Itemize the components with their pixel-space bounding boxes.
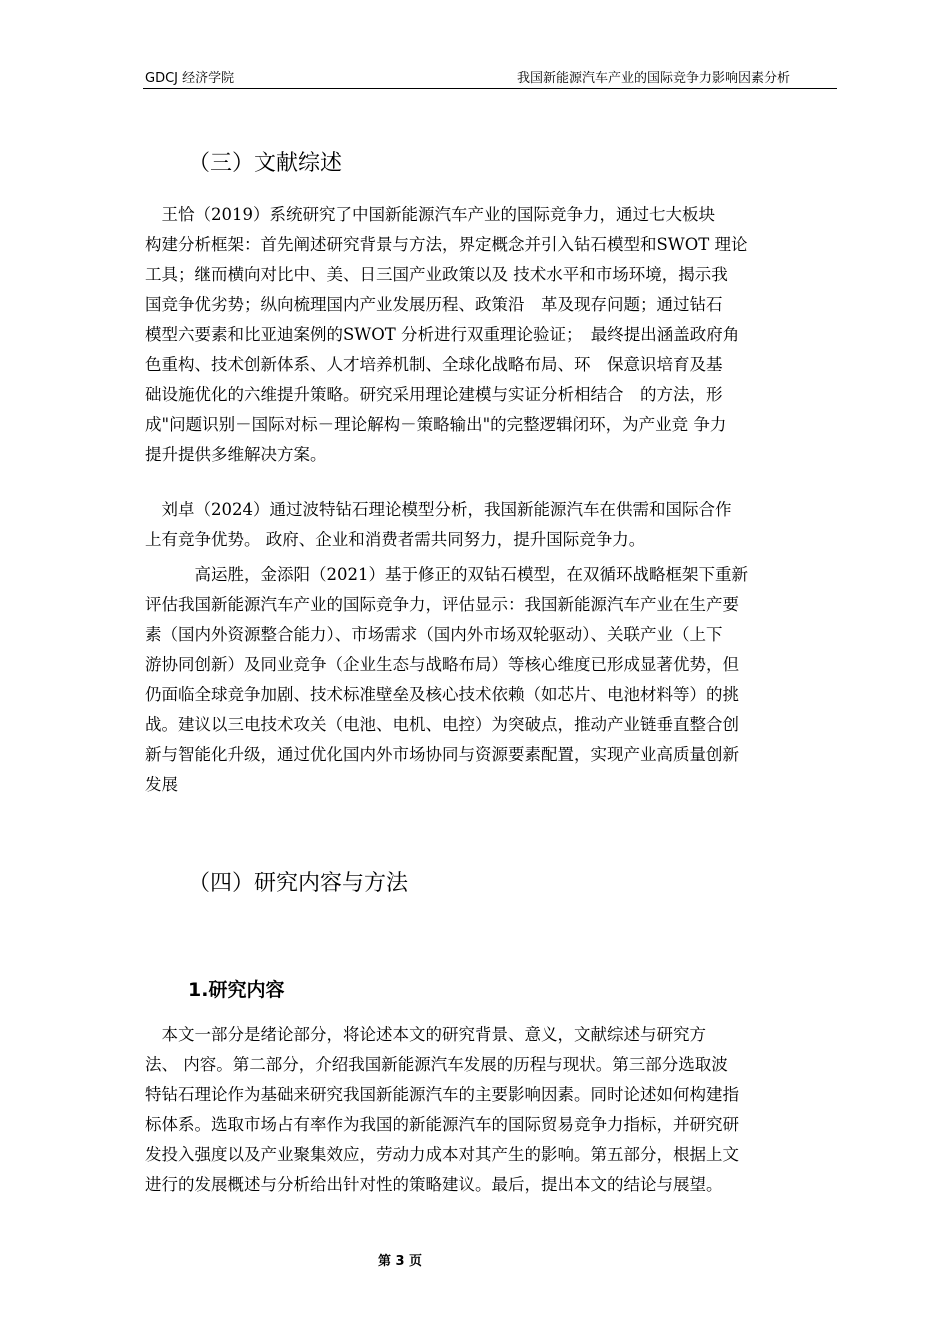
paragraph-line: 法、 内容。第二部分，介绍我国新能源汽车发展的历程与现状。第三部分选取波 [145,1055,728,1074]
paragraph-research-content [145,1020,830,1200]
paragraph-line: 发展 [145,775,178,794]
page-number: 第 3 页 [377,1254,423,1269]
paragraph-line: 成"问题识别－国际对标－理论解构－策略输出"的完整逻辑闭环，为产业竞 争力 [145,415,727,434]
paragraph-wang [145,200,830,470]
paragraph-line: 新与智能化升级，通过优化国内外市场协同与资源要素配置，实现产业高质量创新 [145,745,739,764]
header-title: 我国新能源汽车产业的国际竞争力影响因素分析 [516,71,790,86]
paragraph-line: 本文一部分是绪论部分，将论述本文的研究背景、意义，文献综述与研究方 [145,1025,706,1044]
paragraph-line: 进行的发展概述与分析给出针对性的策略建议。最后，提出本文的结论与展望。 [145,1175,723,1194]
subsection-heading-research-content: 1.研究内容 [188,979,285,1001]
paragraph-line: 构建分析框架：首先阐述研究背景与方法，界定概念并引入钻石模型和SWOT 理论 [145,235,748,254]
paragraph-line: 上有竞争优势。 政府、企业和消费者需共同努力，提升国际竞争力。 [145,530,646,549]
paragraph-line: 标体系。选取市场占有率作为我国的新能源汽车的国际贸易竞争力指标，并研究研 [145,1115,739,1134]
paragraph-line: 高运胜，金添阳（2021）基于修正的双钻石模型，在双循环战略框架下重新 [145,565,748,584]
paragraph-line: 提升提供多维解决方案。 [145,445,327,464]
paragraph-line: 仍面临全球竞争加剧、技术标准壁垒及核心技术依赖（如芯片、电池材料等）的挑 [145,685,739,704]
paragraph-line: 战。建议以三电技术攻关（电池、电机、电控）为突破点，推动产业链垂直整合创 [145,715,739,734]
paragraph-line: 发投入强度以及产业聚集效应，劳动力成本对其产生的影响。第五部分，根据上文 [145,1145,739,1164]
header-left-text: GDCJ 经济学院 [145,71,235,86]
paragraph-line: 特钻石理论作为基础来研究我国新能源汽车的主要影响因素。同时论述如何构建指 [145,1085,739,1104]
paragraph-liu [145,495,830,555]
paragraph-line: 模型六要素和比亚迪案例的SWOT 分析进行双重理论验证； 最终提出涵盖政府角 [145,325,740,344]
header-divider [143,88,837,89]
section-heading-literature-review: （三）文献综述 [188,151,343,176]
paragraph-line: 刘卓（2024）通过波特钻石理论模型分析，我国新能源汽车在供需和国际合作 [145,500,732,519]
paragraph-line: 色重构、技术创新体系、人才培养机制、全球化战略布局、环 保意识培育及基 [145,355,723,374]
paragraph-line: 游协同创新）及同业竞争（企业生态与战略布局）等核心维度已形成显著优势，但 [145,655,739,674]
paragraph-line: 国竞争优劣势；纵向梳理国内产业发展历程、政策沿 革及现存问题；通过钻石 [145,295,723,314]
paragraph-line: 王恰（2019）系统研究了中国新能源汽车产业的国际竞争力，通过七大板块 [145,205,715,224]
paragraph-line: 础设施优化的六维提升策略。研究采用理论建模与实证分析相结合 的方法，形 [145,385,723,404]
paragraph-gao [145,560,830,800]
paragraph-line: 评估我国新能源汽车产业的国际竞争力，评估显示：我国新能源汽车产业在生产要 [145,595,739,614]
paragraph-line: 工具；继而横向对比中、美、日三国产业政策以及 技术水平和市场环境，揭示我 [145,265,728,284]
paragraph-line: 素（国内外资源整合能力）、市场需求（国内外市场双轮驱动）、关联产业（上下 [145,625,723,644]
section-heading-research-content-methods: （四）研究内容与方法 [188,871,409,896]
